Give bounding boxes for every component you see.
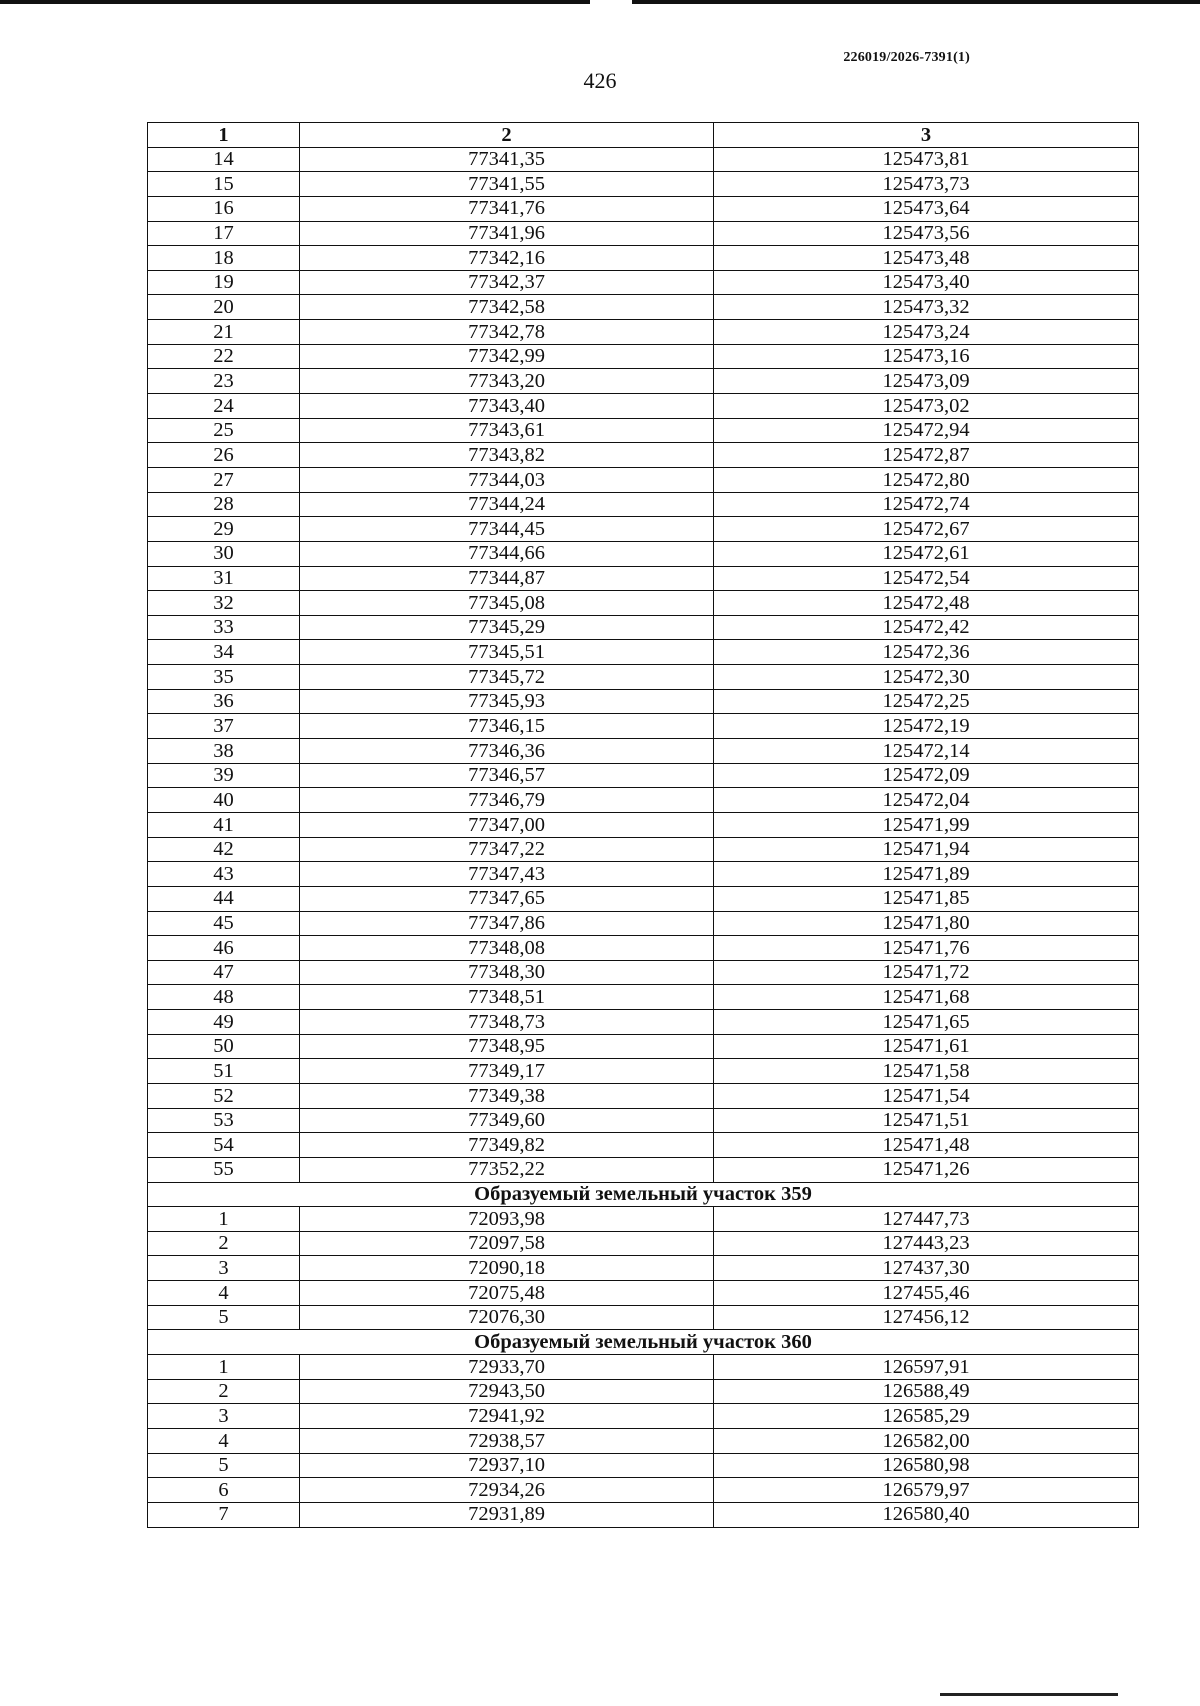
point-number-cell: 42 bbox=[148, 837, 300, 862]
x-coordinate-cell: 77352,22 bbox=[300, 1157, 714, 1182]
point-number-cell: 7 bbox=[148, 1502, 300, 1527]
y-coordinate-cell: 125471,99 bbox=[714, 812, 1139, 837]
x-coordinate-cell: 72097,58 bbox=[300, 1231, 714, 1256]
table-row bbox=[148, 788, 1139, 813]
table-row bbox=[148, 1034, 1139, 1059]
x-coordinate-cell: 77348,73 bbox=[300, 1010, 714, 1035]
y-coordinate-cell: 125471,94 bbox=[714, 837, 1139, 862]
table-row bbox=[148, 270, 1139, 295]
point-number-cell: 54 bbox=[148, 1133, 300, 1158]
x-coordinate-cell: 77346,79 bbox=[300, 788, 714, 813]
x-coordinate-cell: 77343,40 bbox=[300, 394, 714, 419]
y-coordinate-cell: 125473,32 bbox=[714, 295, 1139, 320]
table-row bbox=[148, 615, 1139, 640]
point-number-cell: 20 bbox=[148, 295, 300, 320]
section-title: Образуемый земельный участок 359 bbox=[148, 1182, 1139, 1207]
table-row bbox=[148, 591, 1139, 616]
point-number-cell: 30 bbox=[148, 541, 300, 566]
y-coordinate-cell: 125471,76 bbox=[714, 936, 1139, 961]
table-row bbox=[148, 689, 1139, 714]
table-row bbox=[148, 763, 1139, 788]
x-coordinate-cell: 72934,26 bbox=[300, 1478, 714, 1503]
y-coordinate-cell: 126597,91 bbox=[714, 1355, 1139, 1380]
point-number-cell: 23 bbox=[148, 369, 300, 394]
x-coordinate-cell: 77346,57 bbox=[300, 763, 714, 788]
y-coordinate-cell: 125472,87 bbox=[714, 443, 1139, 468]
table-header-row bbox=[148, 123, 1139, 148]
x-coordinate-cell: 77341,96 bbox=[300, 221, 714, 246]
point-number-cell: 3 bbox=[148, 1256, 300, 1281]
y-coordinate-cell: 125472,25 bbox=[714, 689, 1139, 714]
table-row bbox=[148, 936, 1139, 961]
section-title: Образуемый земельный участок 360 bbox=[148, 1330, 1139, 1355]
point-number-cell: 35 bbox=[148, 665, 300, 690]
table-row bbox=[148, 1305, 1139, 1330]
y-coordinate-cell: 125472,80 bbox=[714, 467, 1139, 492]
x-coordinate-cell: 77344,24 bbox=[300, 492, 714, 517]
y-coordinate-cell: 125471,80 bbox=[714, 911, 1139, 936]
x-coordinate-cell: 77343,82 bbox=[300, 443, 714, 468]
x-coordinate-cell: 77347,22 bbox=[300, 837, 714, 862]
table-row bbox=[148, 344, 1139, 369]
y-coordinate-cell: 125472,14 bbox=[714, 739, 1139, 764]
y-coordinate-cell: 125471,54 bbox=[714, 1083, 1139, 1108]
y-coordinate-cell: 125472,04 bbox=[714, 788, 1139, 813]
x-coordinate-cell: 77342,78 bbox=[300, 320, 714, 345]
point-number-cell: 19 bbox=[148, 270, 300, 295]
point-number-cell: 2 bbox=[148, 1379, 300, 1404]
y-coordinate-cell: 127443,23 bbox=[714, 1231, 1139, 1256]
scan-bottom-mark bbox=[940, 1693, 1118, 1696]
y-coordinate-cell: 125473,40 bbox=[714, 270, 1139, 295]
point-number-cell: 37 bbox=[148, 714, 300, 739]
scan-top-border bbox=[0, 0, 1200, 4]
x-coordinate-cell: 77345,72 bbox=[300, 665, 714, 690]
point-number-cell: 46 bbox=[148, 936, 300, 961]
point-number-cell: 44 bbox=[148, 886, 300, 911]
y-coordinate-cell: 125473,56 bbox=[714, 221, 1139, 246]
point-number-cell: 34 bbox=[148, 640, 300, 665]
x-coordinate-cell: 77347,43 bbox=[300, 862, 714, 887]
x-coordinate-cell: 72933,70 bbox=[300, 1355, 714, 1380]
table-row bbox=[148, 1502, 1139, 1527]
y-coordinate-cell: 125472,61 bbox=[714, 541, 1139, 566]
x-coordinate-cell: 77343,61 bbox=[300, 418, 714, 443]
x-coordinate-cell: 77344,45 bbox=[300, 517, 714, 542]
point-number-cell: 28 bbox=[148, 492, 300, 517]
y-coordinate-cell: 126585,29 bbox=[714, 1404, 1139, 1429]
table-row bbox=[148, 541, 1139, 566]
point-number-cell: 55 bbox=[148, 1157, 300, 1182]
table-row bbox=[148, 1133, 1139, 1158]
table-row bbox=[148, 1428, 1139, 1453]
point-number-cell: 4 bbox=[148, 1428, 300, 1453]
x-coordinate-cell: 72076,30 bbox=[300, 1305, 714, 1330]
table-row bbox=[148, 492, 1139, 517]
table-body bbox=[148, 147, 1139, 1527]
table-row bbox=[148, 1157, 1139, 1182]
y-coordinate-cell: 125471,85 bbox=[714, 886, 1139, 911]
x-coordinate-cell: 77344,66 bbox=[300, 541, 714, 566]
point-number-cell: 21 bbox=[148, 320, 300, 345]
table-row bbox=[148, 394, 1139, 419]
point-number-cell: 22 bbox=[148, 344, 300, 369]
y-coordinate-cell: 125473,73 bbox=[714, 172, 1139, 197]
x-coordinate-cell: 77343,20 bbox=[300, 369, 714, 394]
table-row bbox=[148, 1108, 1139, 1133]
table-row bbox=[148, 467, 1139, 492]
table-row bbox=[148, 886, 1139, 911]
y-coordinate-cell: 125472,74 bbox=[714, 492, 1139, 517]
page-number: 426 bbox=[583, 68, 617, 93]
column-header-point: 1 bbox=[148, 123, 300, 148]
x-coordinate-cell: 77345,51 bbox=[300, 640, 714, 665]
column-header-x: 2 bbox=[300, 123, 714, 148]
x-coordinate-cell: 77348,95 bbox=[300, 1034, 714, 1059]
y-coordinate-cell: 126580,40 bbox=[714, 1502, 1139, 1527]
x-coordinate-cell: 77347,86 bbox=[300, 911, 714, 936]
y-coordinate-cell: 127455,46 bbox=[714, 1281, 1139, 1306]
y-coordinate-cell: 125471,61 bbox=[714, 1034, 1139, 1059]
point-number-cell: 49 bbox=[148, 1010, 300, 1035]
y-coordinate-cell: 125471,89 bbox=[714, 862, 1139, 887]
table-row bbox=[148, 1478, 1139, 1503]
x-coordinate-cell: 72941,92 bbox=[300, 1404, 714, 1429]
point-number-cell: 24 bbox=[148, 394, 300, 419]
point-number-cell: 5 bbox=[148, 1305, 300, 1330]
x-coordinate-cell: 77349,60 bbox=[300, 1108, 714, 1133]
x-coordinate-cell: 77349,38 bbox=[300, 1083, 714, 1108]
y-coordinate-cell: 125471,68 bbox=[714, 985, 1139, 1010]
point-number-cell: 1 bbox=[148, 1355, 300, 1380]
x-coordinate-cell: 77349,17 bbox=[300, 1059, 714, 1084]
y-coordinate-cell: 125473,24 bbox=[714, 320, 1139, 345]
x-coordinate-cell: 77341,76 bbox=[300, 196, 714, 221]
x-coordinate-cell: 72931,89 bbox=[300, 1502, 714, 1527]
y-coordinate-cell: 125472,42 bbox=[714, 615, 1139, 640]
point-number-cell: 39 bbox=[148, 763, 300, 788]
x-coordinate-cell: 77348,08 bbox=[300, 936, 714, 961]
y-coordinate-cell: 127456,12 bbox=[714, 1305, 1139, 1330]
table-row bbox=[148, 960, 1139, 985]
x-coordinate-cell: 77347,65 bbox=[300, 886, 714, 911]
y-coordinate-cell: 126582,00 bbox=[714, 1428, 1139, 1453]
point-number-cell: 36 bbox=[148, 689, 300, 714]
point-number-cell: 17 bbox=[148, 221, 300, 246]
y-coordinate-cell: 125471,72 bbox=[714, 960, 1139, 985]
x-coordinate-cell: 72937,10 bbox=[300, 1453, 714, 1478]
x-coordinate-cell: 72075,48 bbox=[300, 1281, 714, 1306]
y-coordinate-cell: 125472,09 bbox=[714, 763, 1139, 788]
point-number-cell: 25 bbox=[148, 418, 300, 443]
y-coordinate-cell: 125471,58 bbox=[714, 1059, 1139, 1084]
table-row bbox=[148, 147, 1139, 172]
table-row bbox=[148, 911, 1139, 936]
point-number-cell: 33 bbox=[148, 615, 300, 640]
y-coordinate-cell: 125472,48 bbox=[714, 591, 1139, 616]
point-number-cell: 15 bbox=[148, 172, 300, 197]
table-row bbox=[148, 1453, 1139, 1478]
point-number-cell: 2 bbox=[148, 1231, 300, 1256]
y-coordinate-cell: 126580,98 bbox=[714, 1453, 1139, 1478]
y-coordinate-cell: 125471,48 bbox=[714, 1133, 1139, 1158]
point-number-cell: 41 bbox=[148, 812, 300, 837]
table-row bbox=[148, 1404, 1139, 1429]
column-header-y: 3 bbox=[714, 123, 1139, 148]
y-coordinate-cell: 125471,65 bbox=[714, 1010, 1139, 1035]
table-row bbox=[148, 1059, 1139, 1084]
point-number-cell: 3 bbox=[148, 1404, 300, 1429]
table-row bbox=[148, 1083, 1139, 1108]
section-title-row bbox=[148, 1182, 1139, 1207]
x-coordinate-cell: 77348,51 bbox=[300, 985, 714, 1010]
y-coordinate-cell: 125473,64 bbox=[714, 196, 1139, 221]
point-number-cell: 47 bbox=[148, 960, 300, 985]
x-coordinate-cell: 77342,99 bbox=[300, 344, 714, 369]
y-coordinate-cell: 125471,51 bbox=[714, 1108, 1139, 1133]
table-row bbox=[148, 1010, 1139, 1035]
table-row bbox=[148, 369, 1139, 394]
point-number-cell: 31 bbox=[148, 566, 300, 591]
table-row bbox=[148, 1355, 1139, 1380]
x-coordinate-cell: 77342,58 bbox=[300, 295, 714, 320]
point-number-cell: 50 bbox=[148, 1034, 300, 1059]
point-number-cell: 38 bbox=[148, 739, 300, 764]
y-coordinate-cell: 125471,26 bbox=[714, 1157, 1139, 1182]
x-coordinate-cell: 77342,16 bbox=[300, 246, 714, 271]
point-number-cell: 5 bbox=[148, 1453, 300, 1478]
table-row bbox=[148, 739, 1139, 764]
document-number: 226019/2026-7391(1) bbox=[843, 50, 970, 65]
y-coordinate-cell: 126579,97 bbox=[714, 1478, 1139, 1503]
table-row bbox=[148, 1281, 1139, 1306]
point-number-cell: 16 bbox=[148, 196, 300, 221]
table-row bbox=[148, 985, 1139, 1010]
point-number-cell: 32 bbox=[148, 591, 300, 616]
table-row bbox=[148, 221, 1139, 246]
y-coordinate-cell: 125472,36 bbox=[714, 640, 1139, 665]
point-number-cell: 45 bbox=[148, 911, 300, 936]
x-coordinate-cell: 77346,36 bbox=[300, 739, 714, 764]
y-coordinate-cell: 125473,81 bbox=[714, 147, 1139, 172]
point-number-cell: 51 bbox=[148, 1059, 300, 1084]
x-coordinate-cell: 72093,98 bbox=[300, 1207, 714, 1232]
y-coordinate-cell: 125472,54 bbox=[714, 566, 1139, 591]
table-row bbox=[148, 812, 1139, 837]
y-coordinate-cell: 125473,16 bbox=[714, 344, 1139, 369]
table-row bbox=[148, 837, 1139, 862]
point-number-cell: 14 bbox=[148, 147, 300, 172]
table-row bbox=[148, 1379, 1139, 1404]
point-number-cell: 1 bbox=[148, 1207, 300, 1232]
table-row bbox=[148, 640, 1139, 665]
table-row bbox=[148, 196, 1139, 221]
point-number-cell: 29 bbox=[148, 517, 300, 542]
x-coordinate-cell: 77344,87 bbox=[300, 566, 714, 591]
table-row bbox=[148, 1231, 1139, 1256]
table-row bbox=[148, 443, 1139, 468]
y-coordinate-cell: 127437,30 bbox=[714, 1256, 1139, 1281]
point-number-cell: 26 bbox=[148, 443, 300, 468]
point-number-cell: 48 bbox=[148, 985, 300, 1010]
table-row bbox=[148, 418, 1139, 443]
point-number-cell: 18 bbox=[148, 246, 300, 271]
x-coordinate-cell: 77349,82 bbox=[300, 1133, 714, 1158]
table-row bbox=[148, 295, 1139, 320]
point-number-cell: 43 bbox=[148, 862, 300, 887]
y-coordinate-cell: 125473,48 bbox=[714, 246, 1139, 271]
table-row bbox=[148, 172, 1139, 197]
table-row bbox=[148, 1256, 1139, 1281]
x-coordinate-cell: 77341,35 bbox=[300, 147, 714, 172]
y-coordinate-cell: 125472,30 bbox=[714, 665, 1139, 690]
point-number-cell: 27 bbox=[148, 467, 300, 492]
x-coordinate-cell: 77347,00 bbox=[300, 812, 714, 837]
y-coordinate-cell: 125472,19 bbox=[714, 714, 1139, 739]
y-coordinate-cell: 125472,94 bbox=[714, 418, 1139, 443]
x-coordinate-cell: 77345,29 bbox=[300, 615, 714, 640]
x-coordinate-cell: 72943,50 bbox=[300, 1379, 714, 1404]
y-coordinate-cell: 125472,67 bbox=[714, 517, 1139, 542]
table-row bbox=[148, 246, 1139, 271]
point-number-cell: 6 bbox=[148, 1478, 300, 1503]
point-number-cell: 52 bbox=[148, 1083, 300, 1108]
x-coordinate-cell: 77348,30 bbox=[300, 960, 714, 985]
y-coordinate-cell: 125473,09 bbox=[714, 369, 1139, 394]
x-coordinate-cell: 77345,93 bbox=[300, 689, 714, 714]
x-coordinate-cell: 77346,15 bbox=[300, 714, 714, 739]
section-title-row bbox=[148, 1330, 1139, 1355]
x-coordinate-cell: 77342,37 bbox=[300, 270, 714, 295]
table-row bbox=[148, 714, 1139, 739]
y-coordinate-cell: 126588,49 bbox=[714, 1379, 1139, 1404]
point-number-cell: 40 bbox=[148, 788, 300, 813]
table-row bbox=[148, 1207, 1139, 1232]
x-coordinate-cell: 77344,03 bbox=[300, 467, 714, 492]
table-row bbox=[148, 320, 1139, 345]
table-row bbox=[148, 517, 1139, 542]
coordinates-table bbox=[147, 122, 1139, 1528]
x-coordinate-cell: 77341,55 bbox=[300, 172, 714, 197]
x-coordinate-cell: 72090,18 bbox=[300, 1256, 714, 1281]
point-number-cell: 4 bbox=[148, 1281, 300, 1306]
point-number-cell: 53 bbox=[148, 1108, 300, 1133]
y-coordinate-cell: 127447,73 bbox=[714, 1207, 1139, 1232]
x-coordinate-cell: 77345,08 bbox=[300, 591, 714, 616]
table-row bbox=[148, 566, 1139, 591]
x-coordinate-cell: 72938,57 bbox=[300, 1428, 714, 1453]
y-coordinate-cell: 125473,02 bbox=[714, 394, 1139, 419]
table-row bbox=[148, 862, 1139, 887]
table-row bbox=[148, 665, 1139, 690]
